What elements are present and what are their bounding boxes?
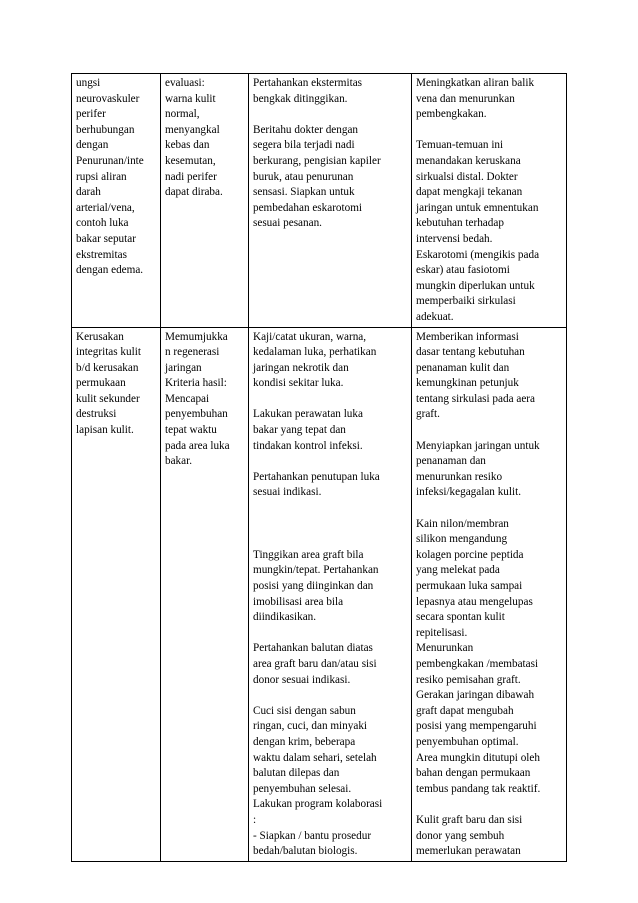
cell-line: tentang sirkulasi pada aera bbox=[416, 392, 535, 405]
cell-line: : bbox=[253, 813, 257, 826]
cell-line: buruk, atau penurunan bbox=[253, 170, 354, 183]
cell-line: Mencapai bbox=[165, 392, 210, 405]
cell-line: dapat diraba. bbox=[165, 186, 223, 199]
cell-line: tembus pandang tak reaktif. bbox=[416, 782, 541, 795]
line-gap bbox=[253, 501, 408, 517]
cell-line: menandakan keruskana bbox=[416, 154, 521, 167]
cell-line: rupsi aliran bbox=[76, 170, 127, 183]
cell-line: Eskarotomi (mengikis pada bbox=[416, 248, 540, 261]
cell-line: memperbaiki sirkulasi bbox=[416, 295, 516, 308]
cell-line: donor sesuai indikasi. bbox=[253, 673, 351, 686]
cell-line: sesuai pesanan. bbox=[253, 217, 322, 230]
cell-line: ringan, cuci, dan minyaki bbox=[253, 720, 368, 733]
cell-line: menyangkal bbox=[165, 123, 220, 136]
cell-line: berkurang, pengisian kapiler bbox=[253, 154, 381, 167]
cell-line: normal, bbox=[165, 108, 200, 121]
rationale-cell bbox=[412, 327, 567, 861]
cell-line: eskar) atau fasiotomi bbox=[416, 264, 510, 277]
cell-line: resiko pemisahan graft. bbox=[416, 673, 521, 686]
cell-line: lepasnya atau mengelupas bbox=[416, 595, 533, 608]
intervention-cell bbox=[249, 327, 412, 861]
cell-line: Gerakan jaringan dibawah bbox=[416, 689, 535, 702]
cell-line: evaluasi: bbox=[165, 77, 205, 89]
cell-line: secara spontan kulit bbox=[416, 611, 505, 624]
cell-line: adekuat. bbox=[416, 310, 454, 323]
cell-line: n regenerasi bbox=[165, 346, 220, 359]
cell-line: penyembuhan bbox=[165, 408, 228, 421]
cell-line: penyembuhan selesai. bbox=[253, 782, 352, 795]
table-row bbox=[72, 74, 567, 328]
cell-line: kemungkinan petunjuk bbox=[416, 377, 519, 390]
cell-line: pada area luka bbox=[165, 439, 230, 452]
cell-line: destruksi bbox=[76, 408, 117, 421]
cell-line: dengan edema. bbox=[76, 264, 144, 277]
cell-line: Beritahu dokter dengan bbox=[253, 123, 359, 136]
cell-line: Kulit graft baru dan sisi bbox=[416, 813, 523, 826]
cell-line: permukaan luka sampai bbox=[416, 580, 523, 592]
cell-line: kedalaman luka, perhatikan bbox=[253, 346, 377, 359]
cell-line: graft dapat mengubah bbox=[416, 704, 514, 717]
line-gap bbox=[253, 688, 408, 704]
cell-line: bakar yang tepat dan bbox=[253, 424, 346, 437]
line-gap bbox=[416, 123, 563, 139]
cell-line: bakar. bbox=[165, 455, 193, 468]
cell-line: waktu dalam sehari, setelah bbox=[253, 751, 377, 764]
cell-line: dengan bbox=[76, 139, 109, 152]
intervention-cell bbox=[249, 74, 412, 328]
cell-line: arterial/vena, bbox=[76, 201, 135, 214]
cell-line: jaringan bbox=[165, 361, 202, 374]
cell-line: kebas dan bbox=[165, 139, 210, 152]
cell-line: Kain nilon/membran bbox=[416, 517, 509, 530]
cell-line: yang melekat pada bbox=[416, 564, 500, 577]
cell-line: mungkin diperlukan untuk bbox=[416, 279, 535, 292]
cell-line: Kerusakan bbox=[76, 330, 124, 343]
cell-line: repitelisasi. bbox=[416, 626, 468, 639]
cell-line: donor yang sembuh bbox=[416, 829, 505, 842]
cell-line: Cuci sisi dengan sabun bbox=[253, 704, 356, 717]
cell-line: kondisi sekitar luka. bbox=[253, 377, 344, 390]
line-gap bbox=[253, 517, 408, 533]
cell-line: warna kulit bbox=[165, 92, 216, 105]
line-gap bbox=[416, 423, 563, 439]
cell-line: dengan krim, beberapa bbox=[253, 735, 356, 748]
cell-line: vena dan menurunkan bbox=[416, 92, 515, 105]
cell-line: posisi yang mempengaruhi bbox=[416, 720, 537, 733]
cell-line: nadi perifer bbox=[165, 170, 217, 183]
cell-line: Memberikan informasi bbox=[416, 330, 519, 343]
cell-line: perifer bbox=[76, 108, 106, 121]
cell-line: pembengkakan. bbox=[416, 108, 487, 121]
cell-line: segera bila terjadi nadi bbox=[253, 139, 355, 152]
cell-line: integritas kulit bbox=[76, 346, 141, 359]
cell-line: b/d kerusakan bbox=[76, 361, 139, 374]
cell-line: kebutuhan terhadap bbox=[416, 217, 504, 230]
cell-line: jaringan untuk emnentukan bbox=[416, 201, 539, 214]
cell-line: memerlukan perawatan bbox=[416, 845, 521, 858]
cell-line: graft. bbox=[416, 408, 440, 421]
cell-line: bedah/balutan biologis. bbox=[253, 845, 358, 858]
cell-line: Menyiapkan jaringan untuk bbox=[416, 439, 540, 452]
cell-line: tepat waktu bbox=[165, 424, 217, 437]
cell-line: jaringan nekrotik dan bbox=[253, 361, 349, 374]
cell-line: imobilisasi area bila bbox=[253, 595, 344, 608]
cell-line: darah bbox=[76, 186, 101, 199]
cell-line: bakar seputar bbox=[76, 232, 136, 245]
rationale-cell bbox=[412, 74, 567, 328]
cell-line: sesuai indikasi. bbox=[253, 486, 322, 499]
cell-line: dasar tentang kebutuhan bbox=[416, 346, 525, 359]
cell-line: Tinggikan area graft bila bbox=[253, 548, 364, 561]
cell-line: mungkin/tepat. Pertahankan bbox=[253, 564, 379, 577]
cell-line: penanaman kulit dan bbox=[416, 361, 510, 374]
cell-line: contoh luka bbox=[76, 217, 129, 230]
line-gap bbox=[416, 501, 563, 517]
cell-line: neurovaskuler bbox=[76, 92, 140, 105]
cell-line: area graft baru dan/atau sisi bbox=[253, 657, 377, 670]
cell-line: penyembuhan optimal. bbox=[416, 735, 519, 748]
cell-line: Lakukan perawatan luka bbox=[253, 408, 363, 421]
cell-line: Memumjukka bbox=[165, 330, 228, 343]
cell-line: Pertahankan ekstermitas bbox=[253, 77, 363, 89]
cell-line: tindakan kontrol infeksi. bbox=[253, 439, 363, 452]
cell-line: bengkak ditinggikan. bbox=[253, 92, 348, 105]
line-gap bbox=[416, 797, 563, 813]
cell-line: Kaji/catat ukuran, warna, bbox=[253, 330, 367, 343]
diagnosis-cell bbox=[72, 327, 161, 861]
cell-line: penanaman dan bbox=[416, 455, 486, 468]
cell-line: infeksi/kegagalan kulit. bbox=[416, 486, 522, 499]
cell-line: Pertahankan penutupan luka bbox=[253, 470, 380, 483]
cell-line: diindikasikan. bbox=[253, 611, 317, 624]
cell-line: menurunkan resiko bbox=[416, 470, 503, 483]
cell-line: dapat mengkaji tekanan bbox=[416, 186, 523, 199]
cell-line: Meningkatkan aliran balik bbox=[416, 77, 535, 89]
line-gap bbox=[253, 532, 408, 548]
cell-line: kolagen porcine peptida bbox=[416, 548, 524, 561]
line-gap bbox=[253, 626, 408, 642]
cell-line: lapisan kulit. bbox=[76, 424, 134, 437]
diagnosis-cell bbox=[72, 74, 161, 328]
cell-line: - Siapkan / bantu prosedur bbox=[253, 829, 372, 842]
care-plan-table bbox=[71, 73, 567, 862]
cell-line: permukaan bbox=[76, 377, 126, 390]
cell-line: bahan dengan permukaan bbox=[416, 767, 531, 780]
cell-line: silikon mengandung bbox=[416, 533, 508, 546]
cell-line: Lakukan program kolaborasi bbox=[253, 798, 383, 811]
goal-cell bbox=[161, 74, 249, 328]
cell-line: pembengkakan /membatasi bbox=[416, 657, 539, 670]
cell-line: ungsi bbox=[76, 77, 101, 89]
cell-line: posisi yang diinginkan dan bbox=[253, 580, 374, 592]
cell-line: kulit sekunder bbox=[76, 392, 140, 405]
cell-line: Pertahankan balutan diatas bbox=[253, 642, 373, 655]
line-gap bbox=[253, 107, 408, 123]
cell-line: ekstremitas bbox=[76, 248, 127, 261]
cell-line: pembedahan eskarotomi bbox=[253, 201, 363, 214]
cell-line: Temuan-temuan ini bbox=[416, 139, 504, 152]
cell-line: balutan dilepas dan bbox=[253, 767, 340, 780]
cell-line: Menurunkan bbox=[416, 642, 474, 655]
table-row bbox=[72, 327, 567, 861]
cell-line: sirkualsi distal. Dokter bbox=[416, 170, 518, 183]
cell-line: sensasi. Siapkan untuk bbox=[253, 186, 355, 199]
cell-line: kesemutan, bbox=[165, 154, 216, 167]
line-gap bbox=[253, 454, 408, 470]
cell-line: berhubungan bbox=[76, 123, 135, 136]
cell-line: intervensi bedah. bbox=[416, 232, 493, 245]
cell-line: Area mungkin ditutupi oleh bbox=[416, 751, 540, 764]
cell-line: Kriteria hasil: bbox=[165, 377, 227, 390]
cell-line: Penurunan/inte bbox=[76, 154, 144, 167]
goal-cell bbox=[161, 327, 249, 861]
line-gap bbox=[253, 392, 408, 408]
